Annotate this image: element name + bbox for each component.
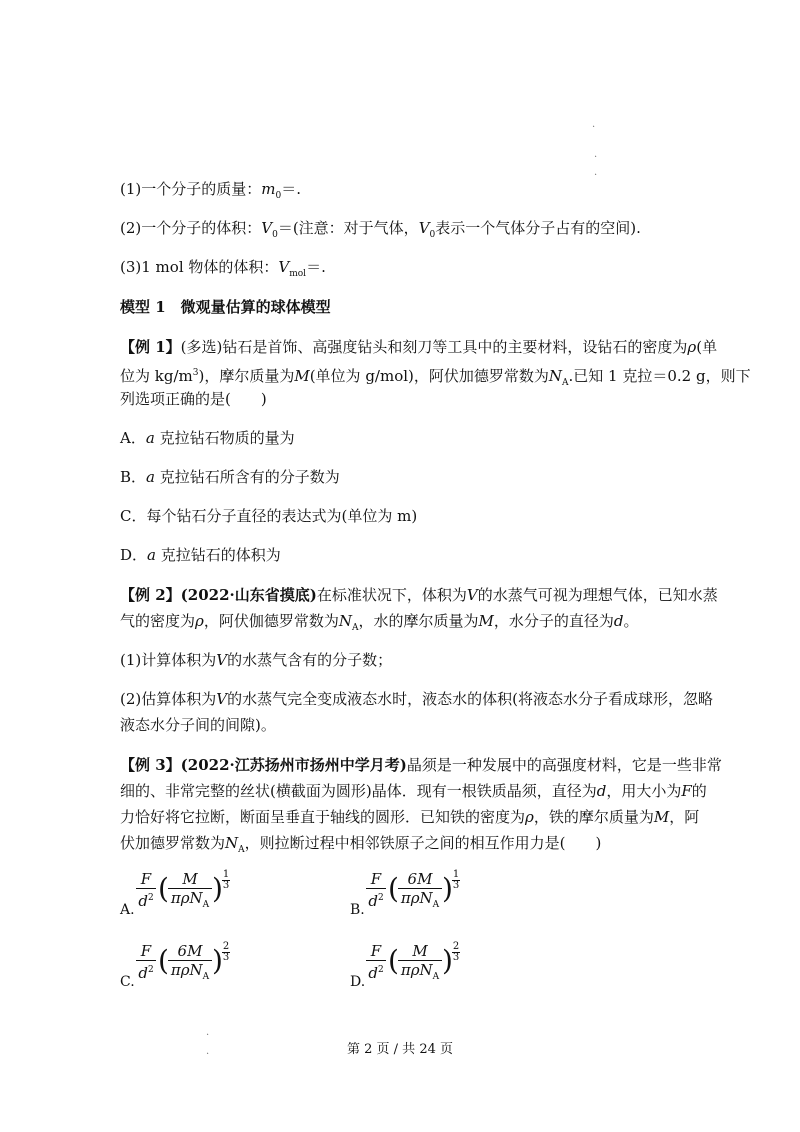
formula-molecule-mass [120,179,301,206]
text: ，水分子的直径为 [493,612,614,630]
ex1-option-d [120,545,281,565]
exp-num: 2 [452,941,460,952]
exp-num: 1 [222,869,230,880]
pi-rho: πρ [400,961,420,979]
text: 的水蒸气含有的分子数； [227,651,393,669]
var: N [338,612,352,630]
sub: A [351,623,359,633]
ex3-line2 [120,781,707,801]
left-paren: ( [388,872,399,905]
text: D． [120,546,148,564]
option-label: B. [350,902,365,918]
text: (2)一个分子的体积： [120,219,262,237]
text: 伏加德罗常数为 [120,834,226,852]
margin-dot: . [592,119,596,130]
var: V [216,651,228,669]
numerator: M [412,942,428,960]
left-paren: ( [158,944,169,977]
ex1-option-a [120,428,295,448]
exp-den: 3 [222,952,230,963]
var: ρ [687,338,697,356]
text: 的水蒸气可视为理想气体，已知水蒸 [477,586,718,604]
text: ，阿 [669,808,700,826]
var: a [145,429,155,447]
example-tag: 【例 2】(2022·山东省摸底) [120,586,317,604]
exp-2: 2 [147,965,154,975]
exp-den: 3 [222,880,230,891]
text: 细的、非常完整的丝状(横截面为圆形)晶体．现有一根铁质晶须，直径为 [120,782,597,800]
text: 克拉钻石所含有的分子数为 [154,468,340,486]
sub: A [238,845,245,855]
text: 在标准状况下，体积为 [316,586,467,604]
exp-2: 2 [377,965,384,975]
exponent [452,870,460,891]
var: M [478,612,494,630]
var-n: N [419,889,433,907]
exp-den: 3 [452,880,460,891]
sub: A [562,378,569,388]
var: M [653,808,670,826]
text: ＝. [281,180,301,198]
text: ，则拉断过程中相邻铁原子之间的相互作用力是( ) [244,834,602,852]
margin-dot: . [594,149,598,160]
var-f: F [370,870,382,888]
example-tag: 【例 3】(2022·江苏扬州市扬州中学月考) [120,756,407,774]
ex2-line2 [120,611,639,638]
ex2-question-2 [120,689,713,709]
exp-2: 2 [147,893,154,903]
text: ，阿伏伽德罗常数为 [203,612,339,630]
f-over-d2 [136,942,156,982]
var: ρ [525,808,534,826]
text: )，摩尔质量为 [198,367,295,385]
sub: A [432,972,440,982]
ex1-line3: 列选项正确的是( ) [120,390,267,408]
text: ，用大小为 [606,782,682,800]
var-f: F [140,942,152,960]
pi-rho: πρ [400,889,420,907]
text: 表示一个气体分子占有的空间). [435,219,641,237]
var-v: V [278,258,290,276]
numerator: 6M [407,870,433,888]
text: ，铁的摩尔质量为 [533,808,654,826]
var-f: F [370,942,382,960]
var: a [146,468,155,486]
inner-frac [168,942,212,986]
var: N [225,834,239,852]
sub: A [202,900,210,910]
page-footer: 第 2 页 / 共 24 页 [347,1042,453,1057]
numerator: M [182,870,198,888]
exp-den: 3 [452,952,460,963]
var-d: d [368,892,378,910]
text: B． [120,468,147,486]
ex1-line1 [120,337,717,357]
ex1-option-b [120,467,340,487]
sub: A [432,900,440,910]
var-d: d [138,964,148,982]
text: 气的密度为 [120,612,196,630]
var: a [147,546,156,564]
option-c-formula [118,942,238,992]
pi-rho: πρ [170,961,190,979]
var-n: N [189,961,203,979]
ex2-line1 [120,585,718,605]
var-f: F [140,870,152,888]
exponent [222,870,230,891]
option-d-formula [348,942,468,992]
sub: 0 [429,230,436,240]
option-b-formula [348,870,468,920]
text: .已知 1 克拉＝0.2 g，则下 [568,367,751,385]
inner-frac [398,870,442,914]
var: d [613,612,624,630]
option-label: A. [120,902,135,918]
text: 位为 kg/m [120,367,193,385]
numerator: 6M [177,942,203,960]
text: 晶须是一种发展中的高强度材料，它是一些非常 [406,756,722,774]
var: V [216,690,228,708]
left-paren: ( [158,872,169,905]
example-tag: 【例 1】 [120,338,181,356]
var-m: m [261,180,276,198]
option-label: C. [120,974,135,990]
margin-dot: . [206,1046,210,1057]
margin-dot: . [594,167,598,178]
exponent [452,942,460,963]
var-v: V [261,219,273,237]
option-label: D. [350,974,366,990]
var-n: N [189,889,203,907]
text: (单位为 g/mol)，阿伏加德罗常数为 [309,367,549,385]
exp-num: 1 [452,869,460,880]
var: ρ [195,612,204,630]
right-paren: ) [442,872,453,905]
pi-rho: πρ [170,889,190,907]
text: 克拉钻石物质的量为 [154,429,295,447]
text: 力恰好将它拉断，断面呈垂直于轴线的圆形．已知铁的密度为 [120,808,526,826]
var: d [596,782,607,800]
ex2-question-2-cont: 液态水分子间的间隙)。 [120,716,276,734]
text: ＝(注意：对于气体， [277,219,419,237]
f-over-d2 [366,870,386,910]
exponent [222,942,230,963]
sub: A [202,972,210,982]
text: 的水蒸气完全变成液态水时，液态水的体积(将液态水分子看成球形，忽略 [227,690,713,708]
text: 克拉钻石的体积为 [155,546,281,564]
right-paren: ) [212,872,223,905]
ex1-option-c: C．每个钻石分子直径的表达式为(单位为 m) [120,507,418,525]
sub: 0 [275,191,282,201]
ex3-line3 [120,807,699,827]
margin-dot: . [206,1027,210,1038]
right-paren: ) [442,944,453,977]
f-over-d2 [136,870,156,910]
right-paren: ) [212,944,223,977]
var-d: d [368,964,378,982]
sub: 0 [272,230,278,240]
text: (2)估算体积为 [120,690,217,708]
option-a-formula [118,870,238,920]
var-v: V [418,219,430,237]
var: V [466,586,478,604]
text: (单 [696,338,718,356]
inner-frac [398,942,442,986]
exp-2: 2 [377,893,384,903]
f-over-d2 [366,942,386,982]
ex3-line1 [120,755,722,775]
text: ＝. [306,258,326,276]
text: A． [120,429,146,447]
var-d: d [138,892,148,910]
var: F [681,782,692,800]
text: (3)1 mol 物体的体积： [120,258,279,276]
exp-num: 2 [222,941,230,952]
formula-mol-volume [120,257,326,284]
text: (1)计算体积为 [120,651,217,669]
text: 的 [691,782,707,800]
model1-heading: 模型 1 微观量估算的球体模型 [120,298,331,316]
ex2-question-1 [120,650,392,670]
inner-frac [168,870,212,914]
var: N [548,367,563,385]
var-n: N [419,961,433,979]
left-paren: ( [388,944,399,977]
text: 。 [623,612,639,630]
text: (多选)钻石是首饰、高强度钻头和刻刀等工具中的主要材料，设钻石的密度为 [180,338,688,356]
var: M [294,367,310,385]
sub: mol [289,269,307,279]
text: ，水的摩尔质量为 [358,612,479,630]
ex3-line4 [120,833,601,860]
text: (1)一个分子的质量： [120,180,262,198]
sup: 3 [192,368,199,378]
formula-molecule-volume [120,218,641,245]
